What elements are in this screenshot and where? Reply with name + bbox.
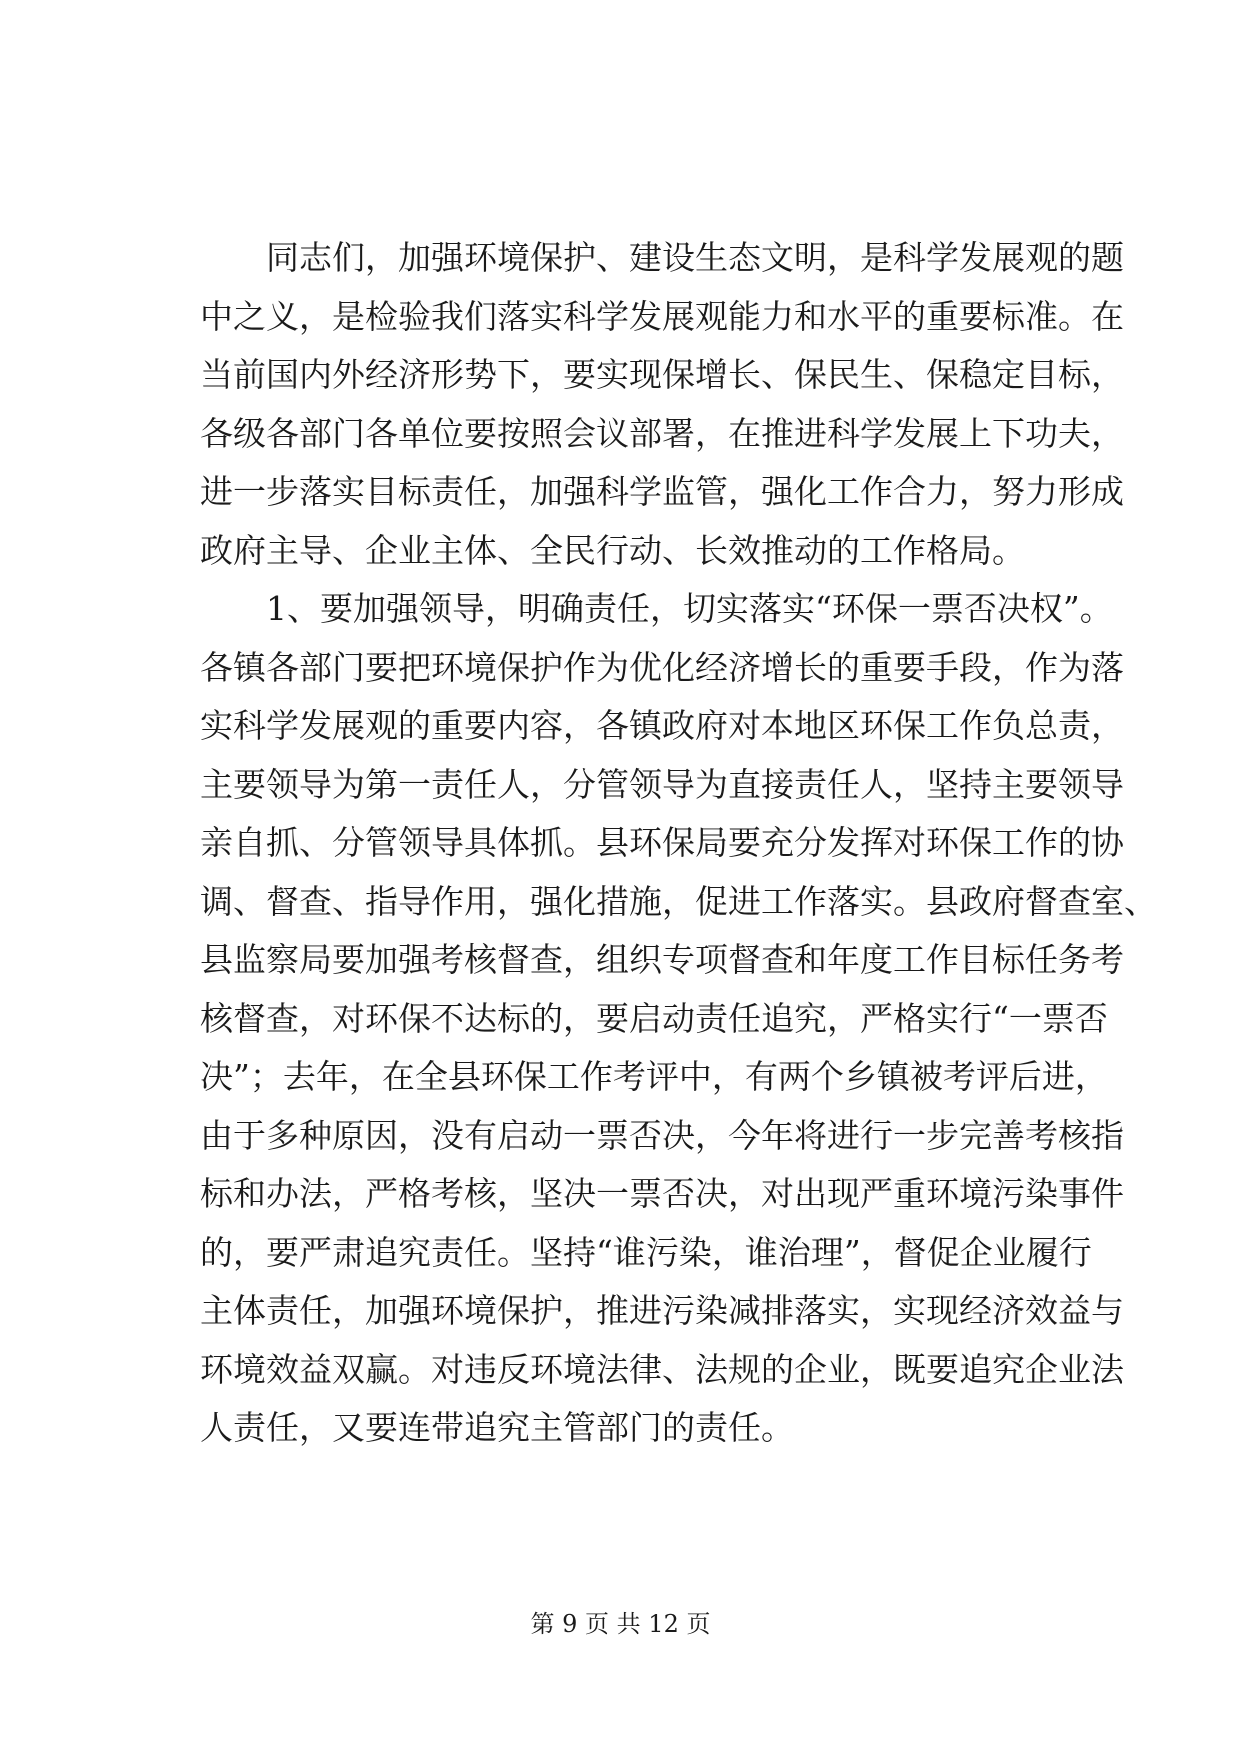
text-line: 调、督查、指导作用，强化措施，促进工作落实。县政府督查室、 xyxy=(200,881,1157,921)
text-line: 人责任，又要连带追究主管部门的责任。 xyxy=(200,1408,794,1447)
text-line: 1、要加强领导，明确责任，切实落实“环保一票否决权”。 xyxy=(266,589,1113,628)
text-line: 的，要严肃追究责任。坚持“谁污染，谁治理”，督促企业履行 xyxy=(200,1232,1092,1272)
text-line: 政府主导、企业主体、全民行动、长效推动的工作格局。 xyxy=(200,530,1025,570)
text-line: 各镇各部门要把环境保护作为优化经济增长的重要手段，作为落 xyxy=(200,647,1124,687)
text-line: 亲自抓、分管领导具体抓。县环保局要充分发挥对环保工作的协 xyxy=(200,823,1124,862)
page-number-footer: 第 9 页 共 12 页 xyxy=(530,1610,711,1638)
text-line: 主要领导为第一责任人，分管领导为直接责任人，坚持主要领导 xyxy=(200,764,1124,804)
document-body xyxy=(200,229,1157,1458)
text-line: 决”；去年，在全县环保工作考评中，有两个乡镇被考评后进， xyxy=(200,1057,1108,1096)
text-line: 进一步落实目标责任，加强科学监管，强化工作合力，努力形成 xyxy=(200,472,1124,511)
text-line: 环境效益双赢。对违反环境法律、法规的企业，既要追究企业法 xyxy=(200,1349,1124,1389)
text-line: 县监察局要加强考核督查，组织专项督查和年度工作目标任务考 xyxy=(200,940,1124,979)
paragraph-1 xyxy=(200,229,1124,580)
paragraph-2 xyxy=(200,580,1157,1458)
text-line: 同志们，加强环境保护、建设生态文明，是科学发展观的题 xyxy=(266,238,1124,277)
text-line: 各级各部门各单位要按照会议部署，在推进科学发展上下功夫， xyxy=(200,413,1124,453)
text-line: 实科学发展观的重要内容，各镇政府对本地区环保工作负总责， xyxy=(200,706,1124,745)
text-line: 由于多种原因，没有启动一票否决，今年将进行一步完善考核指 xyxy=(200,1115,1124,1155)
text-line: 当前国内外经济形势下，要实现保增长、保民生、保稳定目标， xyxy=(200,355,1124,394)
text-line: 核督查，对环保不达标的，要启动责任追究，严格实行“一票否 xyxy=(200,998,1108,1038)
text-line: 中之义，是检验我们落实科学发展观能力和水平的重要标准。在 xyxy=(200,296,1124,336)
text-line: 标和办法，严格考核，坚决一票否决，对出现严重环境污染事件 xyxy=(200,1174,1124,1213)
text-line: 主体责任，加强环境保护，推进污染减排落实，实现经济效益与 xyxy=(200,1291,1124,1330)
